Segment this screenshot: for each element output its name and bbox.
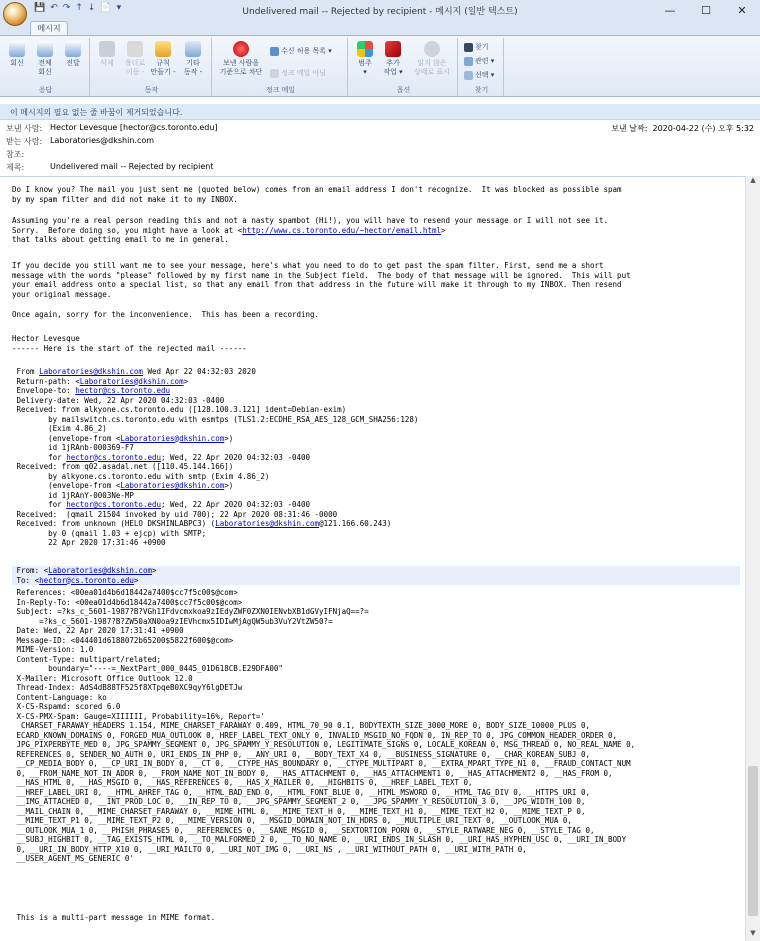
scroll-down-icon[interactable]: ▼ xyxy=(750,929,756,937)
ribbon xyxy=(0,35,760,97)
safe-list-icon xyxy=(270,47,279,56)
group-label-options: 옵션 xyxy=(396,86,411,94)
scroll-up-icon[interactable]: ▲ xyxy=(750,176,756,184)
related-icon xyxy=(464,57,473,66)
close-button[interactable]: ✕ xyxy=(737,3,747,17)
group-label-actions: 동작 xyxy=(144,86,159,94)
sent-date-value: 2020-04-22 (수) 오후 5:32 xyxy=(652,124,754,133)
delete-icon xyxy=(99,41,115,57)
body-signature: Hector Levesque ------ Here is the start of the rejected mail ------ xyxy=(12,334,247,353)
email-policy-link[interactable]: http://www.cs.toronto.edu/~hector/email.html xyxy=(242,225,441,235)
from-email-link[interactable]: Laboratories@dkshin.com xyxy=(48,566,152,575)
group-label-junk: 정크 메일 xyxy=(265,86,296,94)
subject-label: 제목: xyxy=(6,163,25,172)
body-paragraph-3: If you decide you still want me to see your message, here's what you need to do to get past the spam filter. First, send me a short message with the words "please" followed by my first name in the Subject field. The body of that message will be ignored. This will put your email address onto a special list, so that any email from that address in the future will make it through to my INBOX. Then resend your original message. xyxy=(12,261,631,299)
group-label-find: 찾기 xyxy=(474,86,489,94)
follow-up-button[interactable]: 추가 작업 ▾ xyxy=(380,41,406,77)
safe-list-button[interactable]: 수신 허용 목록 ▾ xyxy=(270,46,332,56)
next-item-icon[interactable]: ↓ xyxy=(87,3,96,13)
cursor-icon xyxy=(464,71,473,80)
categorize-button[interactable]: 범주 ▾ xyxy=(352,41,378,77)
undo-icon[interactable]: ↶ xyxy=(50,3,58,13)
scrollbar-thumb[interactable] xyxy=(748,766,758,916)
from-to-block: From: <Laboratories@dkshin.com> To: <hector@cs.toronto.edu> xyxy=(12,566,740,585)
group-find xyxy=(460,38,504,96)
reply-all-icon xyxy=(37,41,53,57)
helo-sender-link[interactable]: Laboratories@dkshin.com xyxy=(215,519,320,528)
body-paragraph-4: Once again, sorry for the inconvenience. This has been a recording. xyxy=(12,310,320,319)
flag-icon xyxy=(385,41,401,57)
sent-date-label: 보낸 날짜: xyxy=(611,124,648,133)
select-button[interactable]: 선택 ▾ xyxy=(464,70,494,80)
other-actions-icon xyxy=(185,41,201,57)
office-button[interactable] xyxy=(3,2,27,26)
envelope-from-link-2[interactable]: Laboratories@dkshin.com xyxy=(120,481,225,490)
mime-notice: This is a multi-part message in MIME format. xyxy=(12,913,216,922)
previous-item-icon[interactable]: ↑ xyxy=(75,3,83,13)
message-header xyxy=(0,121,760,176)
other-actions-button[interactable]: 기타 동작 - xyxy=(180,41,206,77)
sender-email-link[interactable]: Laboratories@dkshin.com xyxy=(39,367,143,376)
create-rule-button[interactable]: 규칙 만들기 - xyxy=(150,41,176,77)
vertical-scrollbar[interactable] xyxy=(745,176,760,941)
binoculars-icon xyxy=(464,43,473,52)
block-sender-icon xyxy=(233,41,249,57)
redo-icon[interactable]: ↷ xyxy=(62,3,71,13)
rejected-mail-rest: References: <00ea01d4b6d18442a7400$cc7f5c00$@com> In-Reply-To: <00ea01d4b6d18442a7400$cc7f5c00$@com> Subject: =?ks_c_5601-1987?B?VGh1IFdvcmxkoa9zIEdyZWF0ZXN0IENvbXB1dGVyIFNjaQ==?= =?ks_c_5601-1987?B?ZW50aXN0oa9zIEVhcmx5IDIwMjAgQW5ub3VuY2VtZW50?= Date: Wed, 22 Apr 2020 17:31:41 +0900 Message-ID: <044401d6188072b65200$5822f600$@com> MIME-Version: 1.0 Content-Type: multipart/related; boundary="----=_NextPart_000_0445_01D618CB.E29DFA00" X-Mailer: Microsoft Office Outlook 12.0 Thread-Index: AdS4dB88TF525f8XTpqeB0XC9qyY6lgDETJw Content-Language: ko X-CS-Rspamd: scored 6.0 X-CS-PMX-Spam: Gauge=XIIIIII, Probability=16%, Report=' CHARSET_FARAWAY_HEADERS 1.154, MIME_CHARSET_FARAWAY 0.409, HTML_70_90 0.1, BODYTEXTH_SIZE_3000_MORE 0, BODY_SIZE_10000_PLUS 0, ECARD_KNOWN_DOMAINS 0, FORGED_MUA_OUTLOOK 0, HREF_LABEL_TEXT_ONLY 0, INVALID_MSGID_NO_FQDN 0, IN_REP_TO 0, JPG_COMMON_HEADER_ORDER 0, JPG_PIXPERBYTE_MED 0, JPG_SPAMMY_SEGMENT 0, JPG_SPAMMY_Y_RESOLUTION 0, LEGITIMATE_SIGNS 0, LOCALE_KOREAN 0, MSG_THREAD 0, NO_REAL_NAME 0, REFERENCES 0, SENDER_NO_AUTH 0, URI_ENDS_IN_PHP 0, __ANY_URI 0, __BODY_TEXT_X4 0, __BUSINESS_SIGNATURE 0, __CHAR_KOREAN_SUBJ 0, __CP_MEDIA_BODY 0, __CP_URI_IN_BODY 0, __CT 0, __CTYPE_HAS_BOUNDARY 0, __CTYPE_MULTIPART 0, __EXTRA_MPART_TYPE_N1 0, __FRAUD_CONTACT_NUM 0, __FROM_NAME_NOT_IN_ADDR 0, __FROM_NAME_NOT_IN_BODY 0, __HAS_ATTACHMENT 0, __HAS_ATTACHMENT1 0, __HAS_ATTACHMENT2 0, __HAS_FROM 0, __HAS_HTML 0, __HAS_MSGID 0, __HAS_REFERENCES 0, __HAS_X_MAILER 0, __HIGHBITS 0, __HREF_LABEL_TEXT 0, __HREF_LABEL_URI 0, __HTML_AHREF_TAG 0, __HTML_BAD_END 0, __HTML_FONT_BLUE 0, __HTML_MSWORD 0, __HTML_TAG_DIV 0, __HTTPS_URI 0, __IMG_ATTACHED 0, __INT_PROD_LOC 0, __IN_REP_TO 0, __JPG_SPAMMY_SEGMENT_2 0, __JPG_SPAMMY_Y_RESOLUTION_3 0, __JPG_WIDTH_100 0, __MAIL_CHAIN 0, __MIME_CHARSET_FARAWAY 0, __MIME_HTML 0, __MIME_TEXT_H 0, __MIME_TEXT_H1 0, __MIME_TEXT_H2 0, __MIME_TEXT_P 0, __MIME_TEXT_P1 0, __MIME_TEXT_P2 0, __MIME_VERSION 0, __MSGID_DOMAIN_NOT_IN_HDRS 0, __MULTIPLE_URI_TEXT 0, __OUTLOOK_MUA 0, __OUTLOOK_MUA_1 0, __PHISH_PHRASE5 0, __REFERENCES 0, __SANE_MSGID 0, __SEXTORTION_PORN 0, __STYLE_RATWARE_NEG 0, __STYLE_TAG 0, __SUBJ_HIGHBIT 0, __TAG_EXISTS_HTML 0, __TO_MALFORMED_2 0, __TO_NO_NAME 0, __URI_ENDS_IN_SLASH 0, __URI_HAS_HYPHEN_USC 0, __URI_IN_BODY 0, __URI_IN_BODY_HTTP_X10 0, __URI_MAILTO 0, __URI_NOT_IMG 0, __URI_NS , __URI_WITHOUT_PATH 0, __URI_WITH_PATH 0, __USER_AGENT_MS_GENERIC 0' xyxy=(16,588,636,863)
categorize-icon xyxy=(357,41,373,57)
rejected-mail-headers: From Laboratories@dkshin.com Wed Apr 22 04:32:03 2020 Return-path: <Laboratories@dkshin.com> Envelope-to: hector@cs.toronto.edu Delivery-date: Wed, 22 Apr 2020 04:32:03 -0400 Received: from alkyone.cs.toronto.edu ([128.100.3.121] ident=Debian-exim) by mailswitch.cs.toronto.edu with esmtps (TLS1.2:ECDHE_RSA_AES_128_GCM_SHA256:128) (Exim 4.86_2) (envelope-from <Laboratories@dkshin.com>) id 1jRAnb-000369-F7 for hector@cs.toronto.edu; Wed, 22 Apr 2020 04:32:03 -0400 Received: from q02.asadal.net ([110.45.144.166]) by alkyone.cs.toronto.edu with smtp (Exim 4.86_2) (envelope-from <Laboratories@dkshin.com>) id 1jRAnY-0003Ne-MP for hector@cs.toronto.edu; Wed, 22 Apr 2020 04:32:03 -0400 Received: (qmail 21504 invoked by uid 700); 22 Apr 2020 08:31:46 -0000 Received: from unknown (HELO DKSHINLABPC3) (Laboratories@dkshin.com@121.166.60.243) by 0 (qmail 1.03 + ejcp) with SMTP; 22 Apr 2020 17:31:46 +0900 xyxy=(12,367,419,547)
not-junk-button[interactable]: 정크 메일 아님 xyxy=(270,68,326,78)
to-email-link[interactable]: hector@cs.toronto.edu xyxy=(39,575,134,585)
folder-icon xyxy=(127,41,143,57)
maximize-button[interactable]: ☐ xyxy=(701,3,711,17)
group-actions xyxy=(92,38,212,96)
reply-all-button[interactable]: 전체 회신 xyxy=(32,41,58,77)
related-button[interactable]: 관련 ▾ xyxy=(464,56,494,66)
print-icon[interactable]: 📄 xyxy=(100,3,112,13)
customize-qat-icon[interactable]: ▾ xyxy=(116,3,122,13)
not-junk-icon xyxy=(270,69,279,78)
info-bar[interactable]: 이 메시지의 필요 없는 줄 바꿈이 제거되었습니다. xyxy=(0,104,760,120)
move-to-folder-button[interactable]: 폴더로 이동 - xyxy=(122,41,148,77)
group-junk xyxy=(214,38,348,96)
to-label: 받는 사람: xyxy=(6,137,43,146)
delete-button[interactable]: 삭제 xyxy=(94,41,120,68)
from-value[interactable]: Hector Levesque [hector@cs.toronto.edu] xyxy=(50,123,218,132)
mark-unread-button[interactable]: 읽지 않은 상태로 표시 xyxy=(410,41,454,77)
envelope-to-link[interactable]: hector@cs.toronto.edu xyxy=(75,386,171,395)
for-recipient-link-2[interactable]: hector@cs.toronto.edu xyxy=(66,500,162,509)
cc-label: 참조: xyxy=(6,150,25,159)
return-path-link[interactable]: Laboratories@dkshin.com xyxy=(79,376,184,386)
rule-icon xyxy=(155,41,171,57)
envelope-from-link[interactable]: Laboratories@dkshin.com xyxy=(120,433,225,443)
find-button[interactable]: 찾기 xyxy=(464,42,489,52)
title-bar xyxy=(0,0,760,20)
for-recipient-link[interactable]: hector@cs.toronto.edu xyxy=(66,452,162,462)
body-paragraph-1: Do I know you? The mail you just sent me (quoted below) comes from an email address I don't recognize. It was blocked as possible spam by my spam filter and did not make it to my INBOX. xyxy=(12,185,622,204)
reply-button[interactable]: 회신 xyxy=(4,41,30,68)
block-sender-button[interactable]: 보낸 사람을 기준으로 차단 xyxy=(216,41,266,77)
message-body[interactable] xyxy=(0,176,745,941)
group-options xyxy=(350,38,458,96)
to-value[interactable]: Laboratories@dkshin.com xyxy=(50,136,155,145)
forward-button[interactable]: 전달 xyxy=(60,41,86,68)
tab-message[interactable]: 메시지 xyxy=(30,21,68,35)
from-label: 보낸 사람: xyxy=(6,124,43,133)
save-icon[interactable]: 💾 xyxy=(34,3,46,13)
reply-icon xyxy=(9,41,25,57)
minimize-button[interactable]: — xyxy=(664,3,676,17)
subject-value: Undelivered mail -- Rejected by recipient xyxy=(50,162,214,171)
forward-icon xyxy=(65,41,81,57)
window-title: Undelivered mail -- Rejected by recipient - 메시지 (일반 텍스트) xyxy=(242,7,518,17)
body-paragraph-2: Assuming you're a real person reading this and not a nasty spambot (Hi!), you will have to resend your message or I will not see it. Sorry. Before doing so, you might have a look at <http://www.cs.toronto.edu/~hector/email.html> that talks about getting email to me in general. xyxy=(12,216,609,244)
group-label-respond: 응답 xyxy=(38,86,53,94)
unread-icon xyxy=(424,41,440,57)
group-respond xyxy=(2,38,90,96)
